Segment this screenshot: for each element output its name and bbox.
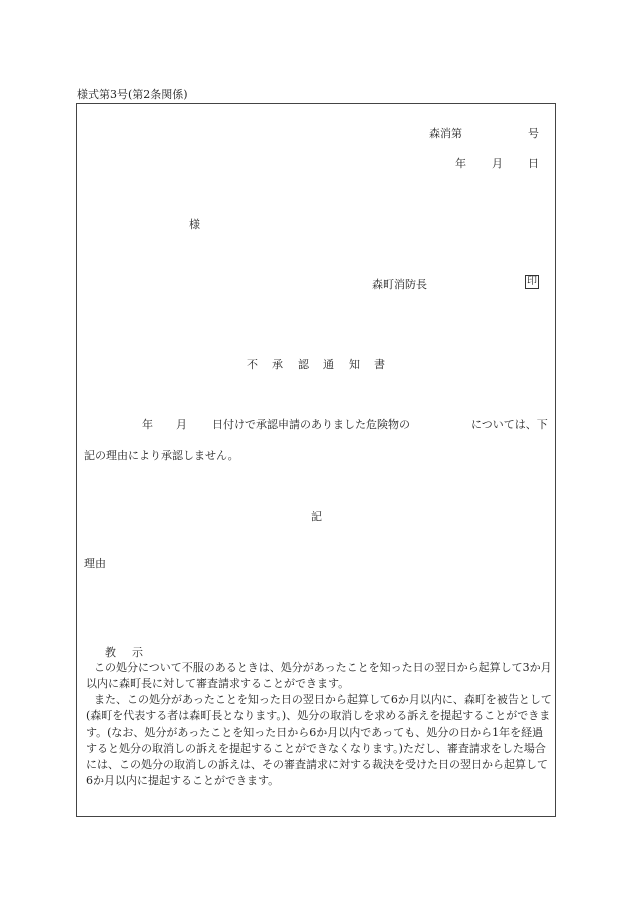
document-title-char: 認 (298, 358, 309, 371)
body-year: 年 (142, 418, 153, 431)
doc-number-prefix: 森消第 (429, 127, 462, 140)
form-caption: 様式第3号(第2条関係) (77, 88, 188, 101)
instruction-heading-char: 教 (105, 646, 116, 659)
instruction-heading-char: 示 (132, 646, 143, 659)
body-month: 月 (176, 418, 187, 431)
body-sentence-line2: 記の理由により承認しません。 (84, 449, 239, 462)
body-sentence-part2: については、下 (471, 418, 548, 431)
instruction-paragraph-2: また、この処分があったことを知った日の翌日から起算して6か月以内に、森町を被告として(森町を代表する者は森町長となります。)、処分の取消しを求める訴えを提起することができます。(なお、処分があったことを知った日から6か月以内であっても、処分の日から1年を経過すると処分の取消しの訴えを提起することができなくなります。)ただし、審査請求をした場合には、この処分の取消しの訴えは、その審査請求に対する裁決を受けた日の翌日から起算して6か月以内に提起することができます。 (86, 693, 552, 788)
document-title-char: 通 (323, 358, 334, 371)
issuer-title: 森町消防長 (372, 278, 427, 291)
instruction-paragraph-1: この処分について不服のあるときは、処分があったことを知った日の翌日から起算して3か月以内に森町長に対して審査請求することができます。 (86, 661, 552, 691)
document-title-char: 書 (374, 358, 385, 371)
date-month: 月 (492, 157, 503, 170)
doc-number-suffix: 号 (528, 127, 539, 140)
ki-heading: 記 (311, 510, 322, 523)
document-title-char: 知 (349, 358, 360, 371)
document-title-char: 承 (272, 358, 283, 371)
date-year: 年 (455, 157, 466, 170)
body-sentence-part1: 日付けで承認申請のありました危険物の (212, 418, 410, 431)
addressee-honorific: 様 (189, 218, 200, 231)
seal-mark: 印 (527, 276, 537, 287)
document-title-char: 不 (247, 358, 258, 371)
reason-label: 理由 (84, 557, 106, 570)
date-day: 日 (528, 157, 539, 170)
